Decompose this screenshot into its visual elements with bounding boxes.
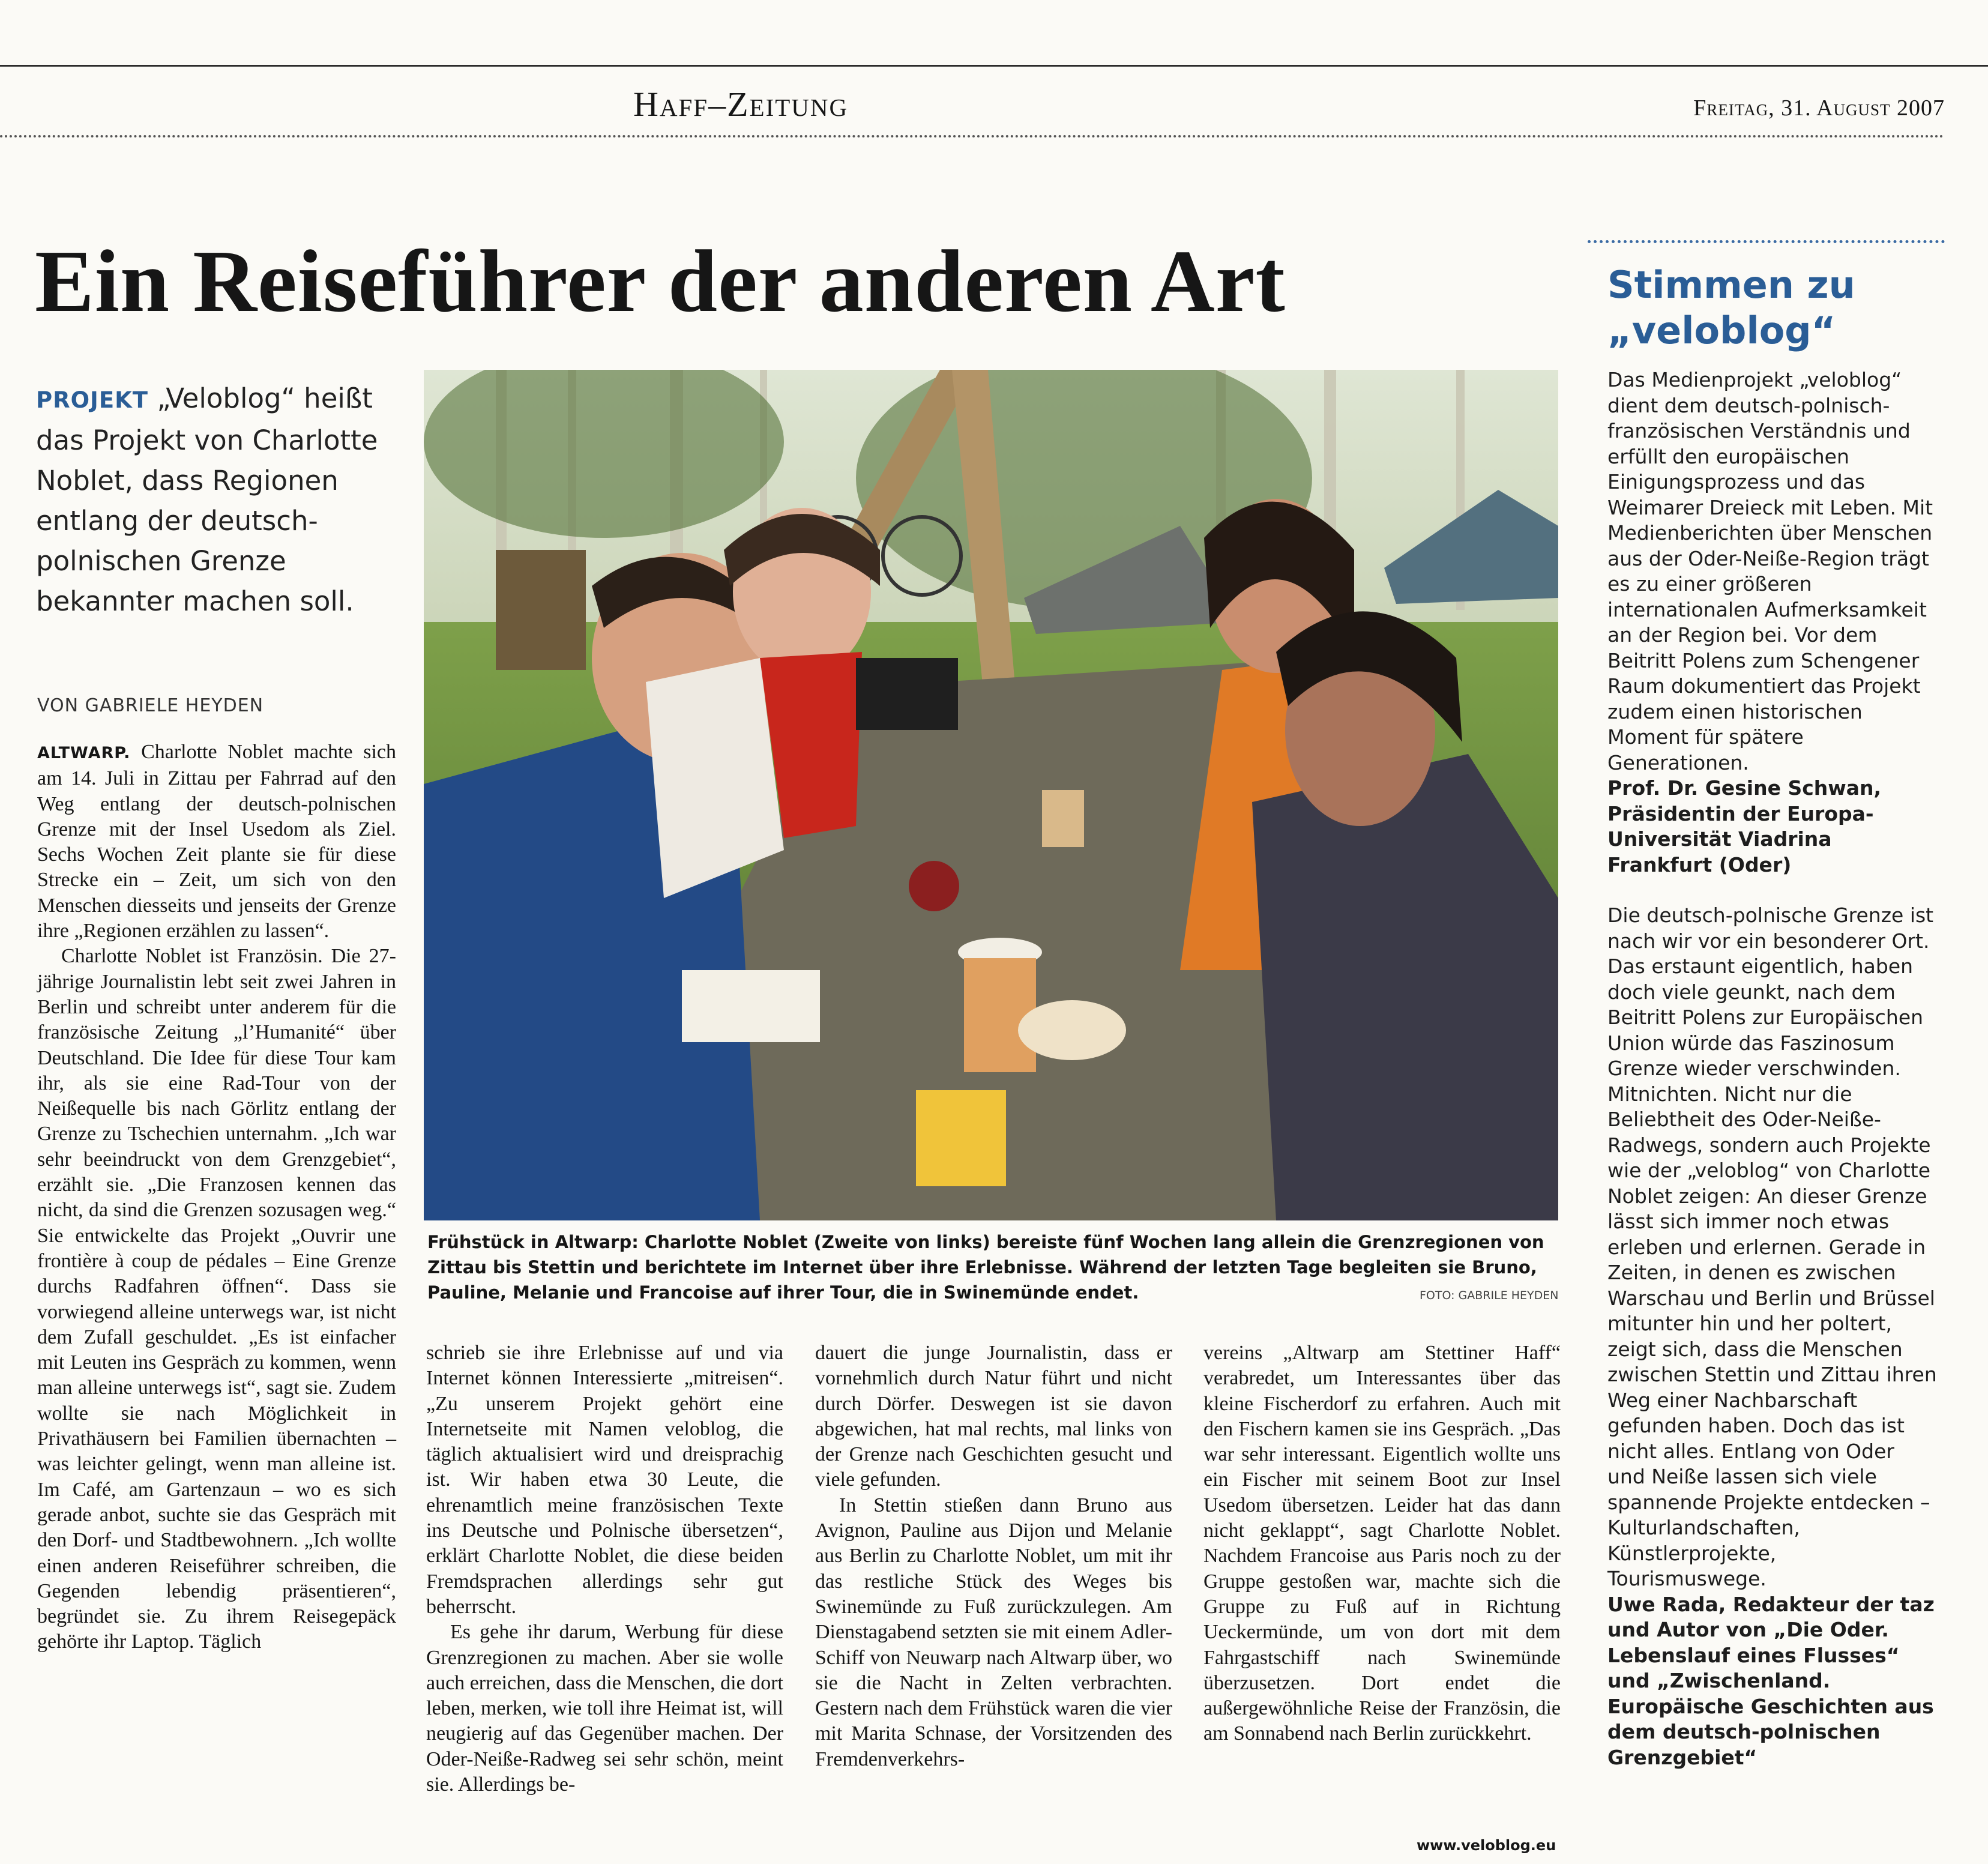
photo-credit: FOTO: GABRILE HEYDEN <box>1420 1289 1559 1302</box>
article-headline: Ein Reiseführer der anderen Art <box>35 232 1286 331</box>
paragraph: In Stettin stießen dann Bruno aus Avignon, Pauline aus Dijon und Melanie aus Berlin zu Charlotte Noblet, um mit ihr das restliche Stück des Weges bis Swinemünde zu Fuß zurückzulegen. Am Dienstagabend setzten sie mit einem Adler-Schiff von Neuwarp nach Altwarp über, wo sie die Nacht in Zelten verbrachten. Gestern nach dem Frühstück waren die vier mit Marita Schnase, der Vorsitzenden des Fremdenverkehrs- <box>815 1494 1172 1770</box>
article-column-3 <box>815 1341 1172 1772</box>
article-photo <box>424 370 1558 1220</box>
newspaper-name: Haff–Zeitung <box>633 85 849 124</box>
article-lead <box>36 378 396 621</box>
paragraph: dauert die junge Journalistin, dass er vornehmlich durch Natur führt und nicht durch Dörfer. Deswegen ist sie davon abgewichen, hat mal rechts, mal links von der Grenze nach Geschichten gesucht und viele gefunden. <box>815 1342 1172 1491</box>
photo-caption: Frühstück in Altwarp: Charlotte Noblet (Zweite von links) bereiste fünf Wochen lang allein die Grenzregionen von Zittau bis Stettin und berichtete im Internet über ihre Erlebnisse. Während der letzten Tage begleiten sie Bruno, Pauline, Melanie und Francoise auf ihrer Tour, die in Swinemünde endet. <box>427 1232 1544 1303</box>
breakfast-photo-illustration <box>424 370 1558 1220</box>
quote-author: Prof. Dr. Gesine Schwan, Präsidentin der Europa-Universität Viadrina Frankfurt (Oder) <box>1607 776 1882 876</box>
sidebar-title <box>1607 262 1944 354</box>
article-column-1 <box>37 740 396 1655</box>
header-divider <box>0 135 1945 137</box>
lead-text: „Veloblog“ heißt das Projekt von Charlotte Noblet, dass Regionen entlang der deutsch-polnischen Grenze bekannter machen soll. <box>36 382 378 617</box>
sidebar-quotes <box>1607 367 1938 1796</box>
quote-author: Uwe Rada, Redakteur der taz und Autor von „Die Oder. Lebenslauf eines Flusses“ und „Zwischenland. Europäische Geschichten aus dem deutsch-polnischen Grenzgebiet“ <box>1607 1592 1935 1769</box>
issue-date: Freitag, 31. August 2007 <box>1693 95 1945 121</box>
article-column-4 <box>1203 1341 1561 1747</box>
quote-text: Die deutsch-polnische Grenze ist nach wir vor ein besonderer Ort. Das erstaunt eigentlich, haben doch viele geunkt, nach dem Beitritt Polens zur Europäischen Union würde das Faszinosum Grenze wieder verschwinden. Mitnichten. Nicht nur die Beliebtheit des Oder-Neiße-Radwegs, sondern auch Projekte wie der „veloblog“ von Charlotte Noblet zeigen: An dieser Grenze lässt sich immer noch etwas erleben und erlernen. Gerade in Zeiten, in denen es zwischen Warschau und Berlin und Brüssel mitunter hin und her poltert, zeigt sich, dass die Menschen zwischen Stettin und Zittau ihren Weg einer Nachbarschaft gefunden haben. Doch das ist nicht alles. Entlang von Oder und Neiße lassen sich viele spannende Projekte entdecken – Kulturlandschaften, Künstlerprojekte, Tourismuswege. <box>1607 903 1937 1590</box>
paragraph: Es gehe ihr darum, Werbung für diese Grenzregionen zu machen. Aber sie wolle auch erreichen, dass die Menschen, die dort leben, merken, wie toll ihre Heimat ist, will neugierig auf das Gegenüber machen. Der Oder-Neiße-Radweg sei sehr schön, meint sie. Allerdings be- <box>426 1621 783 1796</box>
quote-text: Das Medienprojekt „veloblog“ dient dem deutsch-polnisch-französischen Verständnis und erfüllt den europäischen Einigungsprozess und das Weimarer Dreieck mit Leben. Mit Medienberichten über Menschen aus der Oder-Neiße-Region trägt es zu einer größeren internationalen Aufmerksamkeit an der Region bei. Vor dem Beitritt Polens zum Schengener Raum dokumentiert das Projekt zudem einen historischen Moment für spätere Generationen. <box>1607 368 1933 774</box>
paragraph <box>37 740 396 944</box>
top-rule <box>0 65 1988 67</box>
sidebar-title-line: Stimmen zu <box>1607 263 1855 307</box>
dateline: ALTWARP. <box>37 744 131 762</box>
lead-kicker: PROJEKT <box>36 387 149 413</box>
byline: VON GABRIELE HEYDEN <box>37 695 264 716</box>
article-column-2 <box>426 1341 783 1797</box>
sidebar-divider <box>1588 240 1945 243</box>
paragraph: Charlotte Noblet ist Französin. Die 27-jährige Journalistin lebt seit zwei Jahren in Berlin und schreibt unter anderem für die französische Zeitung „l’Humanité“ über Deutschland. Die Idee für diese Tour kam ihr, als sie eine Rad-Tour von der Neißequelle bis nach Görlitz entlang der Grenze zu Tschechien unternahm. „Ich war sehr beeindruckt von dem Grenzgebiet“, erzählt sie. „Die Franzosen kennen das nicht, da sind die Grenzen sozusagen weg.“ Sie entwickelte das Projekt „Ouvrir une frontière à coup de pédales – Eine Grenze durchs Radfahren öffnen“. Dass sie vorwiegend alleine unterwegs war, ist nicht dem Zufall geschuldet. „Es ist einfacher mit Leuten ins Gespräch zu kommen, wenn man alleine unterwegs ist“, sagt sie. Zudem wollte sie nach Möglichkeit in Privathäusern bei Familien übernachten – was leichter gelingt, wenn man alleine ist. Im Café, am Gartenzaun – wo es sich gerade anbot, suchte sie das Gespräch mit den Dorf- und Stadtbewohnern. „Ich wollte einen anderen Reiseführer schreiben, die Gegenden lebendig präsentieren“, begründet sie. Zu ihrem Reisegepäck gehörte ihr Laptop. Täglich <box>37 945 396 1653</box>
paragraph: schrieb sie ihre Erlebnisse auf und via Internet können Interessierte „mitreisen“. „Zu unserem Projekt gehört eine Internetseite mit Namen veloblog, die täglich aktualisiert wird und dreisprachig ist. Wir haben etwa 30 Leute, die ehrenamtlich meine französischen Texte ins Deutsche und Polnische übersetzen“, erklärt Charlotte Noblet, die diese beiden Fremdsprachen allerdings sehr gut beherrscht. <box>426 1342 783 1618</box>
paragraph: vereins „Altwarp am Stettiner Haff“ verabredet, um Interessantes über das kleine Fischerdorf zu erfahren. Auch mit den Fischern kamen sie ins Gespräch. „Das war sehr interessant. Eigentlich wollte uns ein Fischer mit seinem Boot zur Insel Usedom übersetzen. Leider hat das dann nicht geklappt“, sagt Charlotte Noblet. Nachdem Francoise aus Paris noch zu der Gruppe gestoßen war, machte sich die Gruppe zu Fuß auf in Richtung Ueckermünde, um von dort mit dem Fahrgastschiff nach Swinemünde überzusetzen. Dort endet die außergewöhnliche Reise der Französin, die am Sonnabend nach Berlin zurückkehrt. <box>1203 1342 1561 1745</box>
website-link[interactable]: www.veloblog.eu <box>1417 1837 1556 1854</box>
sidebar-title-line: „veloblog“ <box>1607 309 1836 352</box>
paragraph-text: Charlotte Noblet machte sich am 14. Juli in Zittau per Fahrrad auf den Weg entlang der deutsch-polnischen Grenze mit der Insel Usedom als Ziel. Sechs Wochen Zeit plante sie für diese Strecke ein – Zeit, um sich von den Menschen diesseits und jenseits der Grenze ihre „Regionen erzählen zu lassen“. <box>37 741 396 943</box>
